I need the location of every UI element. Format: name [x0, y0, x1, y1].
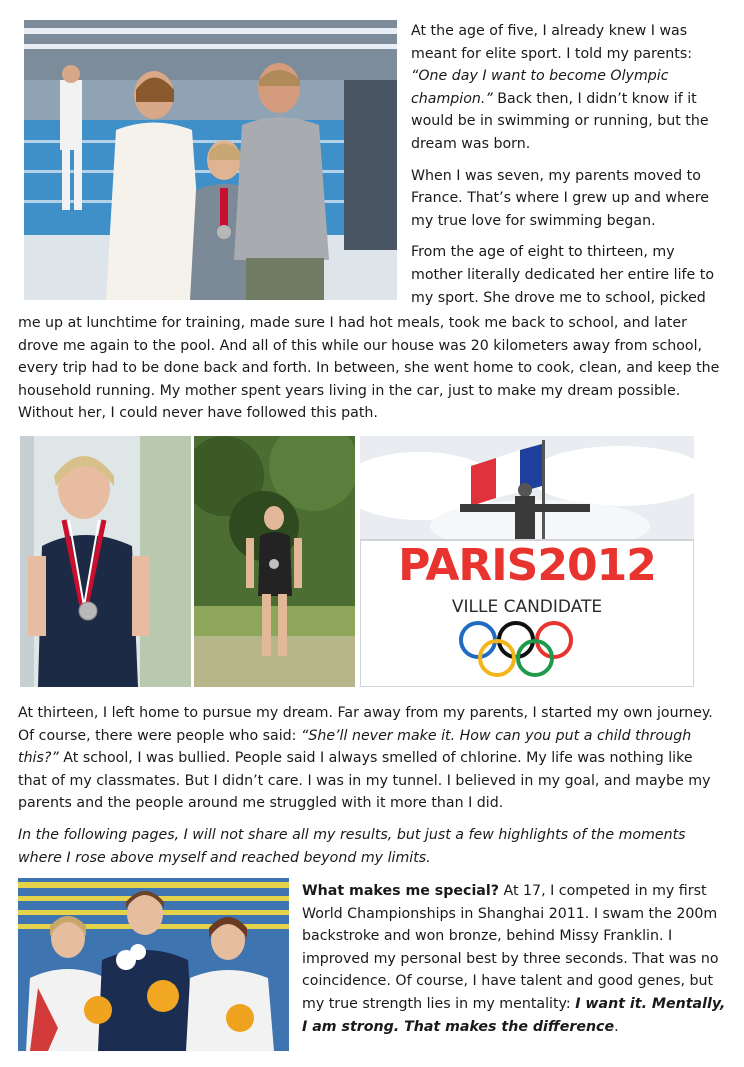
photo-girl-in-park: [194, 436, 355, 687]
intro-paragraph-3-continued: me up at lunchtime for training, made sure I had hot meals, took me back to school, and later drove me again to the pool. And all of this while our house was 20 kilometers away from school, every trip had to be done back and forth. In between, she went home to cook, clean, and keep the household running. My mother spent years living in the car, just to make my dream possible. Without her, I could never have followed this path.: [18, 315, 720, 422]
photo-medal-podium: [18, 878, 289, 1051]
intro-paragraph-3: From the age of eight to thirteen, my mother literally dedicated her entire life to my sport. She drove me to school, picked: [411, 244, 715, 306]
intro-right-column: [411, 20, 717, 309]
thirteen-section: [18, 702, 722, 869]
paris-2012-logo-text: PARIS2012: [398, 540, 656, 591]
photo-paris-2012-sign: [360, 436, 694, 687]
intro-full-width: [18, 312, 720, 425]
photo-girl-with-medal: [20, 436, 191, 687]
special-section: [302, 880, 730, 1038]
special-heading: What makes me special?: [302, 883, 499, 899]
intro-paragraph-2: When I was seven, my parents moved to France. That’s where I grew up and where my true love for swimming began.: [411, 167, 709, 229]
ville-candidate-text: VILLE CANDIDATE: [451, 597, 603, 617]
special-paragraph: What makes me special? At 17, I competed in my first World Championships in Shanghai 2011. I swam the 200m backstroke and won bronze, behind Missy Franklin. I improved my personal best by three seconds. That was no coincidence. Of course, I have talent and good genes, but my true strength lies in my mentality: I want it. Mentally, I am strong. That makes the difference.: [302, 883, 726, 1035]
thirteen-paragraph: At thirteen, I left home to pursue my dream. Far away from my parents, I started my own journey. Of course, there were people who said: “She’ll never make it. How can you put a child through this?” At school, I was bullied. People said I always smelled of chlorine. My life was nothing like that of my classmates. But I didn’t care. I was in my tunnel. I believed in my goal, and maybe my parents and the people around me struggled with it more than I did.: [18, 705, 713, 812]
following-pages-paragraph: In the following pages, I will not share all my results, but just a few highlights of the moments where I rose above myself and reached beyond my limits.: [18, 826, 686, 866]
intro-paragraph-1: At the age of five, I already knew I was meant for elite sport. I told my parents: “One day I want to become Olympic champion.” Back then, I didn’t know if it would be in swimming or running, but the dream was born.: [411, 23, 709, 152]
photo-family-at-pool: [24, 20, 397, 300]
